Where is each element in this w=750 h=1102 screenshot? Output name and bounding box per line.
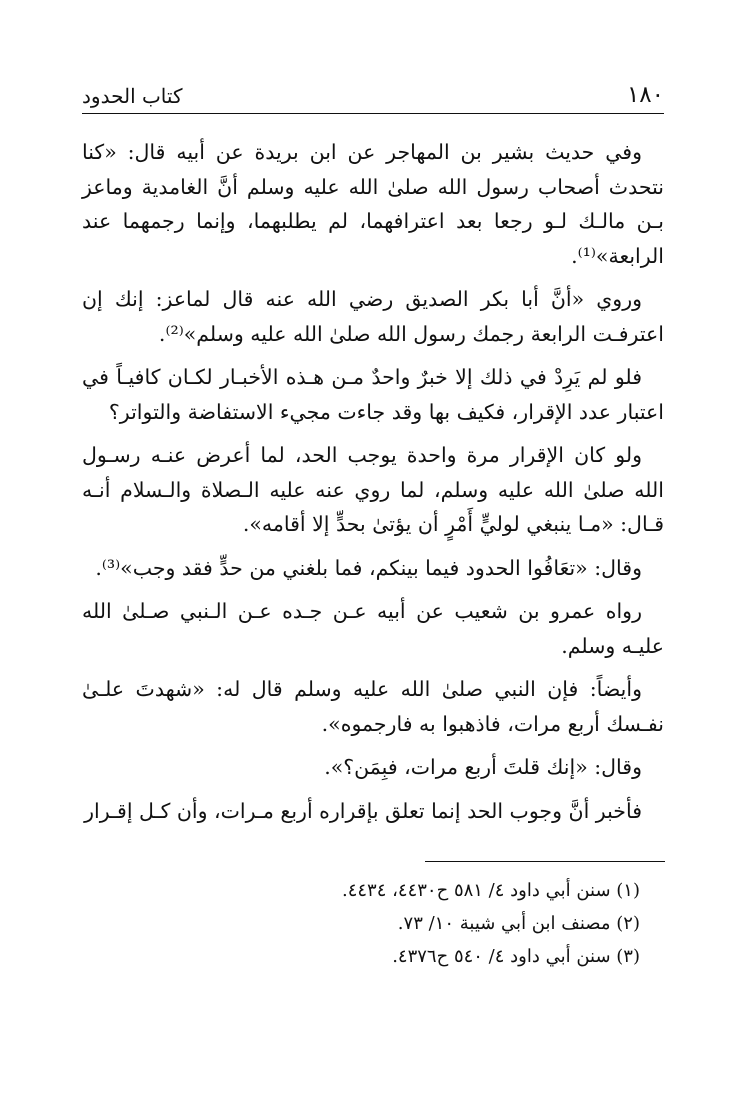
paragraph: وقال: «إنك قلتَ أربع مرات، فبِمَن؟». — [324, 755, 642, 779]
header-divider — [82, 113, 664, 114]
paragraph: وفي حديث بشير بن المهاجر عن ابن بريدة عن أبيه قال: «كنا نتحدث أصحاب رسول الله صلىٰ الله عليه وسلم أنَّ الغامدية وماعز بـن مالـك لـو رجعا بعد اعترافهما، لم يطلبهما، وإنما رجمهما عند الرابعة»⁽¹⁾. — [82, 140, 664, 268]
paragraph: ولو كان الإقرار مرة واحدة يوجب الحد، لما أعرض عنـه رسـول الله صلىٰ الله عليه وسلم، لما روي عنه عليه الـصلاة والـسلام أنـه قـال: «مـا ينبغي لوليٍّ أَمْرٍ أن يؤتىٰ بحدٍّ إلا أقامه». — [82, 443, 664, 536]
paragraph: رواه عمرو بن شعيب عن أبيه عـن جـده عـن الـنبي صـلىٰ الله عليـه وسلم. — [82, 599, 664, 658]
page-number: ١٨٠ — [626, 82, 664, 108]
footnote: (١) سنن أبي داود ٤/ ٥٨١ ح٤٤٣٠، ٤٤٣٤. — [341, 880, 640, 901]
main-text — [82, 135, 664, 837]
footnote: (٣) سنن أبي داود ٤/ ٥٤٠ ح٤٣٧٦. — [392, 946, 640, 967]
paragraph: فأخبر أنَّ وجوب الحد إنما تعلق بإقراره أربع مـرات، وأن كـل إقـرار — [84, 798, 642, 823]
paragraph: وأيضاً: فإن النبي صلىٰ الله عليه وسلم قال له: «شهدتَ علـىٰ نفـسك أربع مرات، فاذهبوا به فارجموه». — [82, 677, 664, 736]
paragraph: فلو لم يَرِدْ في ذلك إلا خبرٌ واحدٌ مـن هـذه الأخبـار لكـان كافيـاً في اعتبار عدد الإقرار، فكيف بها وقد جاءت مجيء الاستفاضة والتواتر؟ — [82, 365, 664, 424]
running-title: كتاب الحدود — [82, 84, 183, 108]
footnote: (٢) مصنف ابن أبي شيبة ١٠/ ٧٣. — [397, 913, 640, 934]
page-header — [82, 80, 664, 114]
paragraph: وروي «أنَّ أبا بكر الصديق رضي الله عنه قال لماعز: إنك إن اعترفـت الرابعة رجمك رسول الله صلىٰ الله عليه وسلم»⁽²⁾. — [82, 287, 664, 346]
footnotes — [230, 874, 640, 973]
footnote-divider — [425, 861, 665, 862]
paragraph: وقال: «تعَافُوا الحدود فيما بينكم، فما بلغني من حدٍّ فقد وجب»⁽³⁾. — [95, 555, 642, 580]
